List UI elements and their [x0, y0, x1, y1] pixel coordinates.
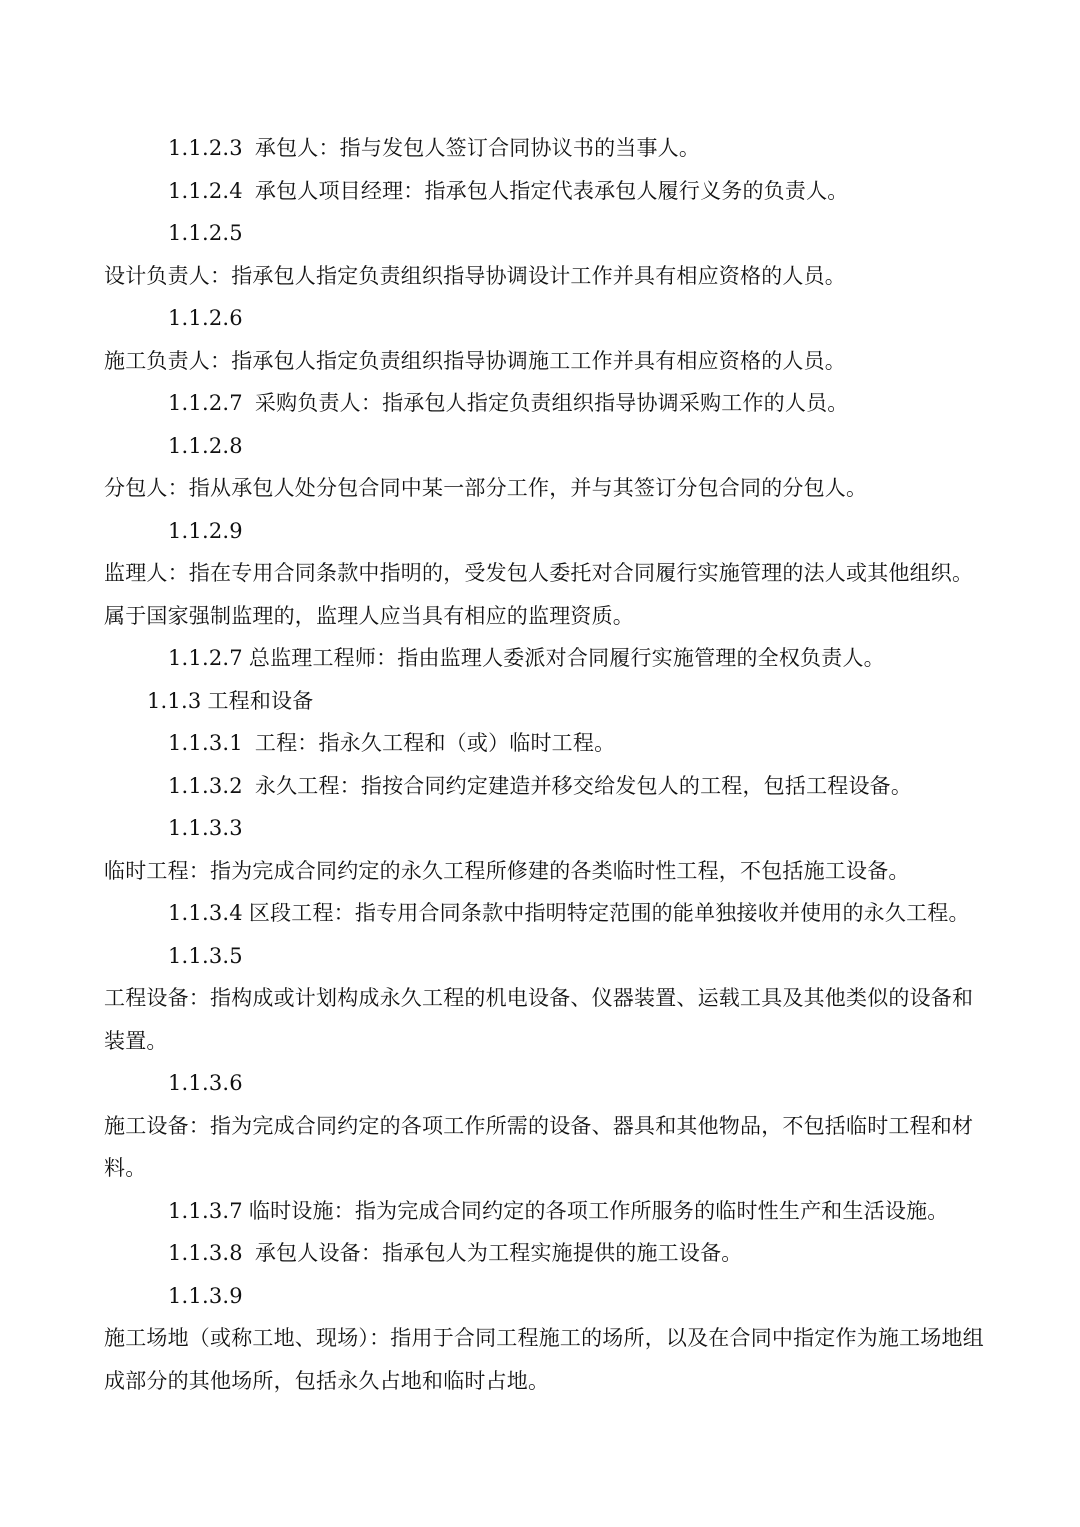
clause-1-1-2-4: [0, 170, 1080, 213]
clause-text: 施工设备：指为完成合同约定的各项工作所需的设备、器具和其他物品，不包括临时工程和材: [104, 1113, 974, 1138]
clause-1-1-2-6: [0, 297, 1080, 340]
clause-text-line: [0, 467, 1080, 510]
clause-number: 1.1.2.9: [168, 518, 243, 543]
clause-number: 1.1.2.5: [168, 221, 243, 245]
clause-text: 料。: [104, 1156, 147, 1180]
clause-text: 设计负责人：指承包人指定负责组织指导协调设计工作并具有相应资格的人员。: [104, 263, 846, 288]
clause-text: 工程设备：指构成或计划构成永久工程的机电设备、仪器装置、运载工具及其他类似的设备和: [104, 986, 974, 1010]
clause-text: 承包人设备：指承包人为工程实施提供的施工设备。: [254, 1241, 743, 1265]
clause-text: 分包人：指从承包人处分包合同中某一部分工作，并与其签订分包合同的分包人。: [104, 476, 868, 500]
clause-text-line: [0, 595, 1080, 638]
clause-number: 1.1.2.6: [168, 306, 243, 330]
clause-1-1-2-8: [0, 425, 1080, 468]
clause-number: 1.1.2.8: [168, 433, 243, 458]
clause-1-1-2-7: [0, 382, 1080, 425]
clause-text: 施工负责人：指承包人指定负责组织指导协调施工工作并具有相应资格的人员。: [104, 348, 846, 373]
clause-text: 承包人：指与发包人签订合同协议书的当事人。: [254, 136, 701, 160]
clause-text: 施工场地（或称工地、现场）：指用于合同工程施工的场所，以及在合同中指定作为施工场地组: [104, 1326, 984, 1350]
clause-1-1-3-2: [0, 765, 1080, 808]
clause-text: 承包人项目经理：指承包人指定代表承包人履行义务的负责人。: [254, 178, 849, 203]
clause-1-1-3-6: [0, 1062, 1080, 1105]
clause-1-1-2-7-chief: [0, 637, 1080, 680]
clause-text-line: [0, 977, 1080, 1020]
clause-1-1-2-9: [0, 510, 1080, 553]
clause-text: 临时设施：指为完成合同约定的各项工作所服务的临时性生产和生活设施。: [248, 1198, 949, 1223]
clause-text-line: [0, 1147, 1080, 1190]
clause-number: 1.1.2.4: [168, 178, 243, 203]
section-heading-1-1-3: [0, 680, 1080, 723]
section-number: 1.1.3: [147, 688, 202, 713]
clause-number: 1.1.3.6: [168, 1071, 243, 1095]
clause-1-1-3-8: [0, 1232, 1080, 1275]
clause-text: 永久工程：指按合同约定建造并移交给发包人的工程，包括工程设备。: [254, 773, 913, 798]
clause-number: 1.1.3.7: [168, 1198, 243, 1223]
clause-1-1-3-3: [0, 807, 1080, 850]
clause-number: 1.1.3.2: [168, 773, 243, 798]
section-title: 工程和设备: [207, 688, 314, 713]
clause-text-line: [0, 1105, 1080, 1148]
document-page: [0, 127, 1080, 1402]
clause-text-line: [0, 1360, 1080, 1403]
clause-number: 1.1.3.8: [168, 1241, 243, 1265]
clause-number: 1.1.2.7: [168, 391, 243, 415]
clause-text: 监理人：指在专用合同条款中指明的，受发包人委托对合同履行实施管理的法人或其他组织。: [104, 561, 974, 585]
clause-text-line: [0, 340, 1080, 383]
clause-1-1-3-7: [0, 1190, 1080, 1233]
clause-text-line: [0, 255, 1080, 298]
clause-number: 1.1.3.3: [168, 816, 243, 840]
clause-1-1-2-3: [0, 127, 1080, 170]
clause-1-1-3-1: [0, 722, 1080, 765]
clause-text: 总监理工程师：指由监理人委派对合同履行实施管理的全权负责人。: [248, 646, 885, 670]
clause-number: 1.1.3.4: [168, 901, 243, 925]
clause-text-line: [0, 1317, 1080, 1360]
clause-text: 区段工程：指专用合同条款中指明特定范围的能单独接收并使用的永久工程。: [248, 901, 970, 925]
clause-text: 临时工程：指为完成合同约定的永久工程所修建的各类临时性工程，不包括施工设备。: [104, 858, 910, 883]
clause-text: 属于国家强制监理的，监理人应当具有相应的监理资质。: [104, 603, 634, 628]
clause-1-1-3-4: [0, 892, 1080, 935]
clause-1-1-2-5: [0, 212, 1080, 255]
clause-number: 1.1.3.5: [168, 943, 243, 968]
clause-1-1-3-5: [0, 935, 1080, 978]
clause-number: 1.1.2.7: [168, 646, 243, 670]
clause-text-line: [0, 552, 1080, 595]
clause-1-1-3-9: [0, 1275, 1080, 1318]
clause-number: 1.1.3.1: [168, 731, 243, 755]
clause-text: 装置。: [104, 1028, 168, 1053]
clause-text-line: [0, 1020, 1080, 1063]
clause-text: 成部分的其他场所，包括永久占地和临时占地。: [104, 1368, 550, 1393]
clause-text: 工程：指永久工程和（或）临时工程。: [254, 731, 616, 755]
clause-number: 1.1.2.3: [168, 136, 243, 160]
clause-text-line: [0, 850, 1080, 893]
clause-text: 采购负责人：指承包人指定负责组织指导协调采购工作的人员。: [254, 391, 849, 415]
clause-number: 1.1.3.9: [168, 1283, 243, 1308]
